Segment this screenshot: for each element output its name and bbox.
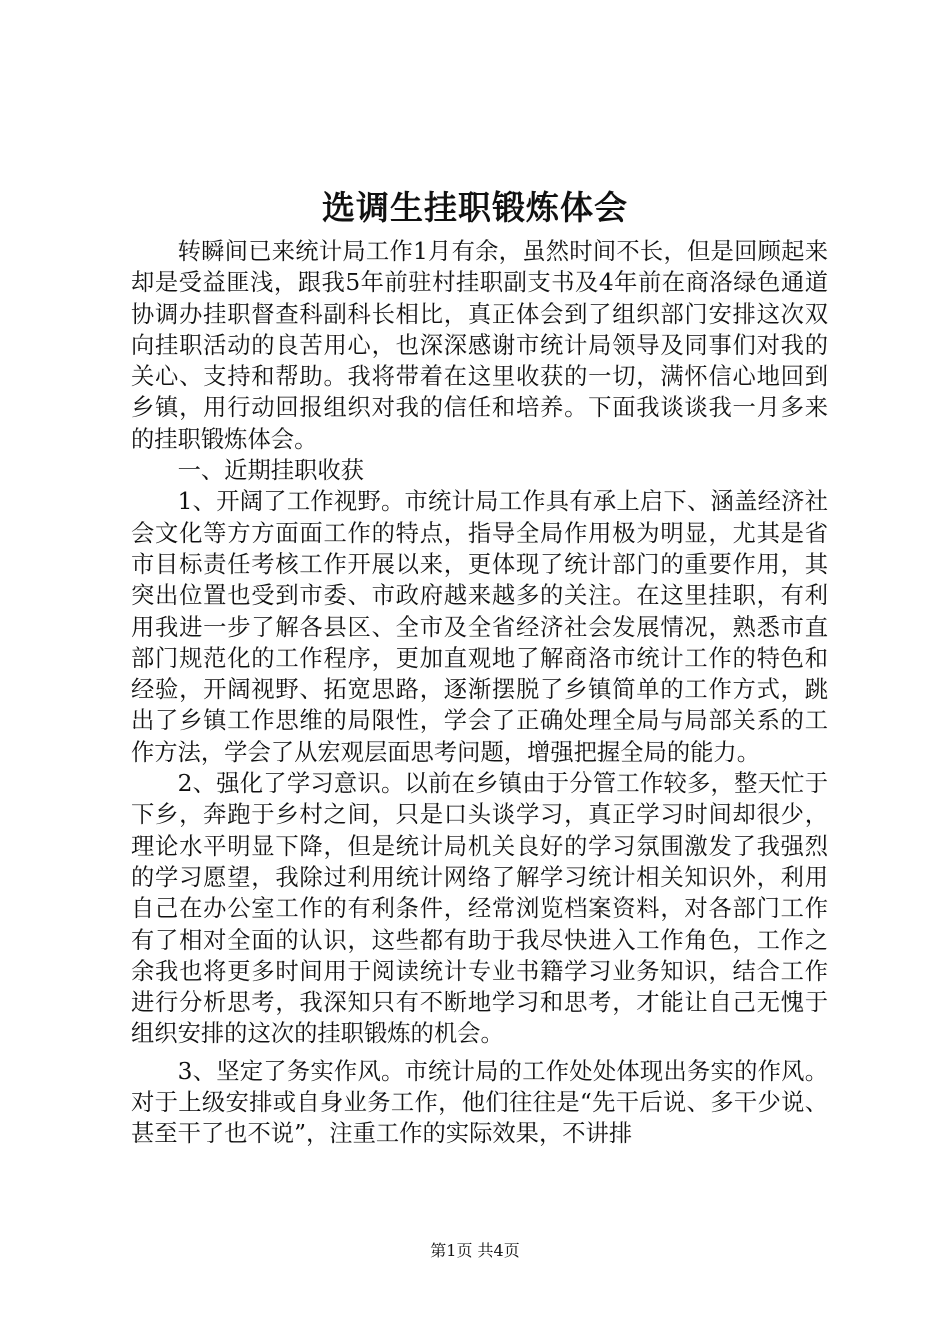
page-footer: 第1页 共4页	[430, 1241, 520, 1260]
document-title: 选调生挂职锻炼体会	[322, 188, 628, 227]
paragraph-item-2: 2、强化了学习意识。以前在乡镇由于分管工作较多，整天忙于下乡，奔跑于乡村之间，只是口头谈学习，真正学习时间却很少，理论水平明显下降，但是统计局机关良好的学习氛围激发了我强烈的学习愿望，我除过利用统计网络了解学习统计相关知识外，利用自己在办公室工作的有利条件，经常浏览档案资料，对各部门工作有了相对全面的认识，这些都有助于我尽快进入工作角色，工作之余我也将更多时间用于阅读统计专业书籍学习业务知识，结合工作进行分析思考，我深知只有不断地学习和思考，才能让自己无愧于组织安排的这次的挂职锻炼的机会。	[131, 770, 828, 1048]
document-body	[131, 236, 828, 1150]
section-heading: 一、近期挂职收获	[177, 457, 364, 485]
paragraph-item-1: 1、开阔了工作视野。市统计局工作具有承上启下、涵盖经济社会文化等方方面面工作的特点，指导全局作用极为明显，尤其是省市目标责任考核工作开展以来，更体现了统计部门的重要作用，其突出位置也受到市委、市政府越来越多的关注。在这里挂职，有利用我进一步了解各县区、全市及全省经济社会发展情况，熟悉市直部门规范化的工作程序，更加直观地了解商洛市统计工作的特色和经验，开阔视野、拓宽思路，逐渐摆脱了乡镇简单的工作方式，跳出了乡镇工作思维的局限性，学会了正确处理全局与局部关系的工作方法，学会了从宏观层面思考问题，增强把握全局的能力。	[131, 488, 828, 766]
intro-paragraph: 转瞬间已来统计局工作1月有余，虽然时间不长，但是回顾起来却是受益匪浅，跟我5年前驻村挂职副支书及4年前在商洛绿色通道协调办挂职督查科副科长相比，真正体会到了组织部门安排这次双向挂职活动的良苦用心，也深深感谢市统计局领导及同事们对我的关心、支持和帮助。我将带着在这里收获的一切，满怀信心地回到乡镇，用行动回报组织对我的信任和培养。下面我谈谈我一月多来的挂职锻炼体会。	[131, 238, 828, 453]
paragraph-item-3: 3、坚定了务实作风。市统计局的工作处处体现出务实的作风。对于上级安排或自身业务工作，他们往往是“先干后说、多干少说、甚至干了也不说”，注重工作的实际效果，不讲排	[131, 1057, 828, 1148]
